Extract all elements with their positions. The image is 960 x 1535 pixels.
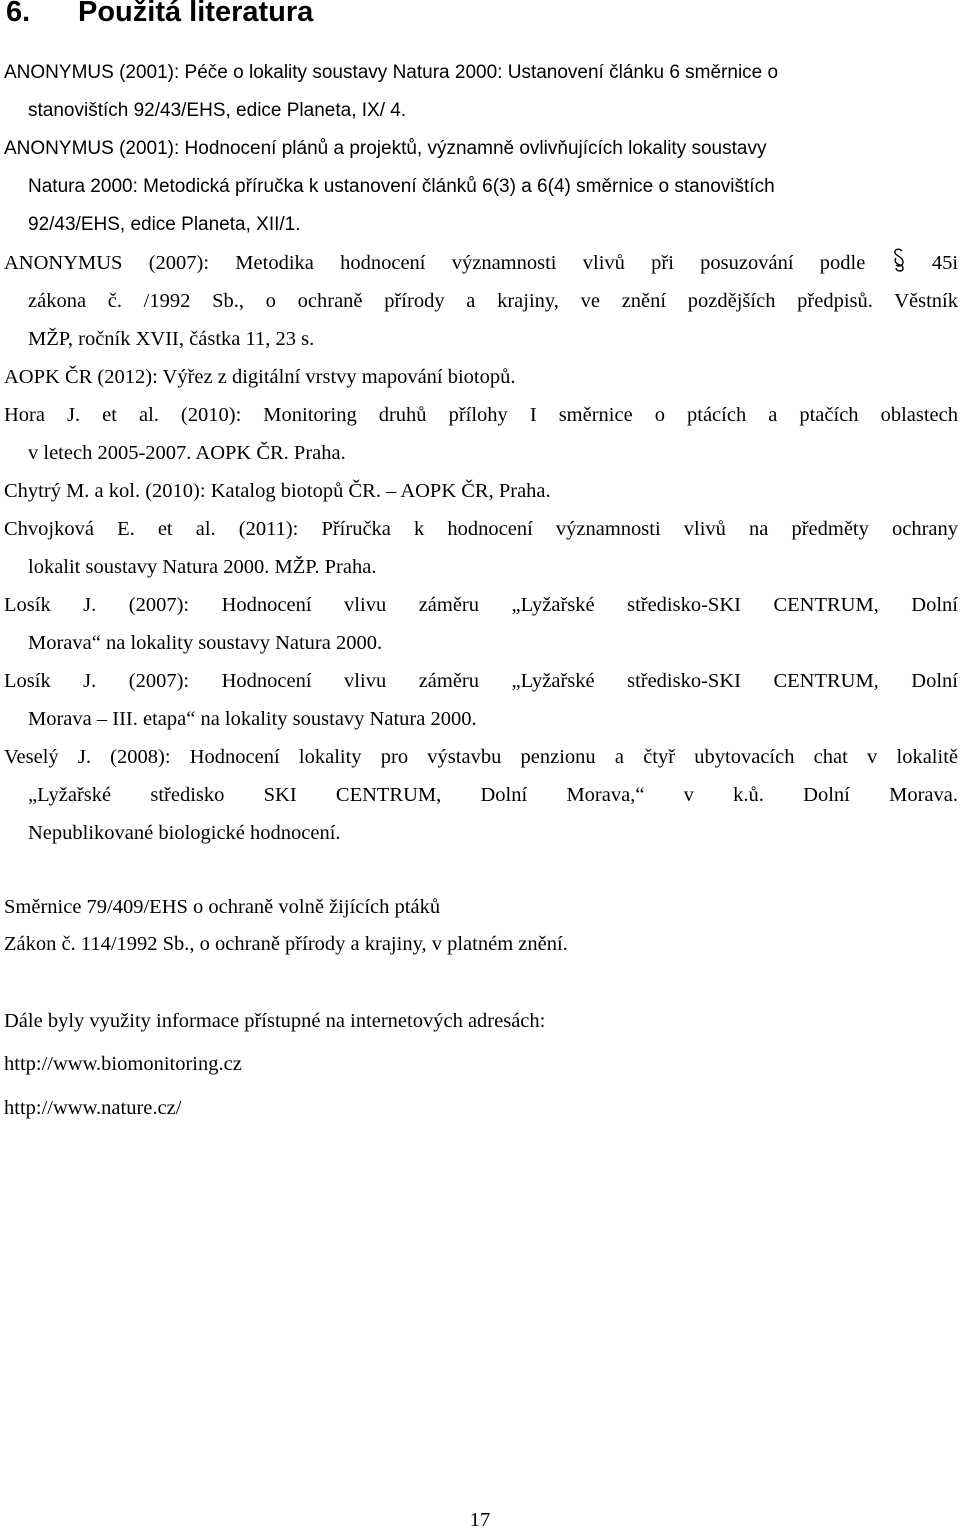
reference-line: 92/43/EHS, edice Planeta, XII/1. xyxy=(28,214,301,235)
reference-line: ANONYMUS (2001): Péče o lokality soustavy Natura 2000: Ustanovení článku 6 směrnice o xyxy=(4,62,779,83)
reference-aopk-2012 xyxy=(4,358,958,396)
reference-line: lokalit soustavy Natura 2000. MŽP. Praha. xyxy=(28,556,377,578)
reference-line: Hora J. et al. (2010): Monitoring druhů přílohy I směrnice o ptácích a ptačích oblastech xyxy=(4,404,958,426)
reference-line: ANONYMUS (2001): Hodnocení plánů a projektů, významně ovlivňujících lokality soustavy xyxy=(4,138,767,159)
reference-losik-2007-b xyxy=(4,662,958,738)
reference-line: Losík J. (2007): Hodnocení vlivu záměru „Lyžařské středisko-SKI CENTRUM, Dolní xyxy=(4,594,958,616)
url-nature-link[interactable]: http://www.nature.cz/ xyxy=(4,1097,182,1119)
section-sign-icon xyxy=(892,247,906,267)
reference-line: MŽP, ročník XVII, částka 11, 23 s. xyxy=(28,328,315,350)
reference-line: Nepublikované biologické hodnocení. xyxy=(28,822,341,844)
reference-line xyxy=(4,244,958,282)
reference-line: Losík J. (2007): Hodnocení vlivu záměru „Lyžařské středisko-SKI CENTRUM, Dolní xyxy=(4,670,958,692)
reference-line: Morava“ na lokality soustavy Natura 2000. xyxy=(28,632,383,654)
section-number: 6. xyxy=(6,0,31,28)
reference-line: Veselý J. (2008): Hodnocení lokality pro výstavbu penzionu a čtyř ubytovacích chat v lokalitě xyxy=(4,746,958,768)
reference-line: v letech 2005-2007. AOPK ČR. Praha. xyxy=(28,442,346,464)
reference-anonymus-2007 xyxy=(4,244,958,358)
page-number: 17 xyxy=(469,1509,491,1531)
section-heading xyxy=(6,0,313,29)
reference-anonymus-2001-natura xyxy=(4,54,958,130)
reference-line-text: ANONYMUS (2007): Metodika hodnocení významnosti vlivů při posuzování podle xyxy=(4,252,866,274)
reference-chytry-2010 xyxy=(4,472,958,510)
url-biomonitoring-link[interactable]: http://www.biomonitoring.cz xyxy=(4,1053,242,1075)
reference-anonymus-2001-plans xyxy=(4,130,958,244)
reference-line: zákona č. /1992 Sb., o ochraně přírody a krajiny, ve znění pozdějších předpisů. Věstník xyxy=(28,290,958,312)
reference-line: „Lyžařské středisko SKI CENTRUM, Dolní Morava,“ v k.ů. Dolní Morava. xyxy=(28,784,958,806)
reference-line: Chvojková E. et al. (2011): Příručka k hodnocení významnosti vlivů na předměty ochrany xyxy=(4,518,958,540)
reference-hora-2010 xyxy=(4,396,958,472)
reference-chvojkova-2011 xyxy=(4,510,958,586)
reference-losik-2007-a xyxy=(4,586,958,662)
internet-intro: Dále byly využity informace přístupné na internetových adresách: xyxy=(4,1010,546,1032)
legislation-directive: Směrnice 79/409/EHS o ochraně volně žijících ptáků xyxy=(4,896,441,918)
reference-line-text: 45i xyxy=(931,252,959,274)
reference-line: Natura 2000: Metodická příručka k ustanovení článků 6(3) a 6(4) směrnice o stanovištích xyxy=(28,176,775,197)
reference-line: Morava – III. etapa“ na lokality soustavy Natura 2000. xyxy=(28,708,477,730)
section-title: Použitá literatura xyxy=(78,0,314,28)
reference-vesely-2008 xyxy=(4,738,958,852)
reference-line: stanovištích 92/43/EHS, edice Planeta, IX/ 4. xyxy=(28,100,407,121)
legislation-act: Zákon č. 114/1992 Sb., o ochraně přírody a krajiny, v platném znění. xyxy=(4,933,568,955)
reference-line: Chytrý M. a kol. (2010): Katalog biotopů ČR. – AOPK ČR, Praha. xyxy=(4,480,551,502)
reference-line: AOPK ČR (2012): Výřez z digitální vrstvy mapování biotopů. xyxy=(4,366,516,388)
